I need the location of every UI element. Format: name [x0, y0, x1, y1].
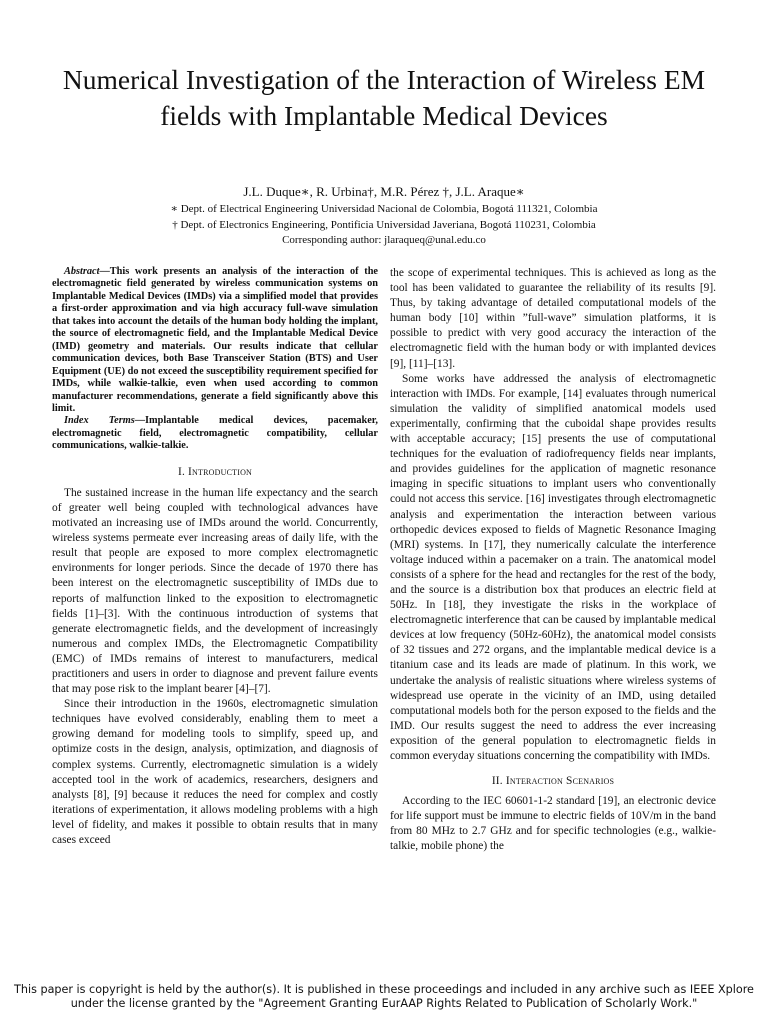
- copyright-notice-line-2: under the license granted by the "Agreement Granting EurAAP Rights Related to Publication of Scholarly Work.": [70, 997, 698, 1010]
- paragraph: Some works have addressed the analysis of electromagnetic interaction with IMDs. For example, [14] evaluates through numerical simulation the validity of simplified anatomical models used experimentally, confirming that the cuboidal shape provides results with acceptable accuracy; [15] presents the use of computational techniques for the evaluation of radiofrequency fields near implants, and provides guidelines for the application of magnetic resonance imaging in specific situations to implant users who conventionally could not access this service. [16] investigates through electromagnetic analysis and experimentation the interaction between various orthopedic devices exposed to fields of Magnetic Resonance Imaging (MRI) systems. In [17], they numerically calculate the interference voltage induced within a pacemaker on a train. The anatomical model consists of a sphere for the head and rectangles for the rest of the body, and the source is a distribution box that produces an electric field at 50Hz. In [18], they investigate the risks in the workplace of electromagnetic interference that can be caused by implantable medical devices at low frequency (50Hz-60Hz), the anatomical model consists of 32 tissues and 272 organs, and the implantable medical device is a titanium case and its leads are made of platinum. In this work, we undertake the analysis of realistic situations where wireless systems of widespread use operate in the vicinity of an IMD, using detailed computational models both for the person exposed to the fields and the IMD. Our results suggest the need to address the ever increasing exposition of the general population to electromagnetic fields in common everyday situations concerning the compatibility with IMDs.: [390, 372, 716, 762]
- paragraph: The sustained increase in the human life expectancy and the search of greater well being coupled with technological advances have motivated an increasing use of IMDs around the world. Concurrently, wireless systems permeate ever increasing areas of daily life, with the result that people are exposed to more complex electromagnetic environments for longer periods. Since the decade of 1970 there has been interest on the electromagnetic susceptibility of IMDs due to reports of malfunction linked to the exposition to electromagnetic fields [1]–[3]. With the continuous introduction of systems that generate electromagnetic fields, and the development of increasingly numerous and complex IMDs, the Electromagnetic Compatibility (EMC) of IMDs remains of interest to manufacturers, medical practitioners and users in order to diagnose and prevent failure events that may pose risk to the implant bearer [4]–[7].: [52, 486, 378, 696]
- affiliation-1: ∗ Dept. of Electrical Engineering Universidad Nacional de Colombia, Bogotá 111321, Colombia: [170, 203, 598, 215]
- copyright-notice: [0, 983, 768, 1011]
- abstract-lead: Abstract: [64, 266, 100, 277]
- affiliation-2: † Dept. of Electronics Engineering, Pontificia Universidad Javeriana, Bogotá 110231, Colombia: [172, 219, 596, 231]
- paragraph: According to the IEC 60601-1-2 standard [19], an electronic device for life support must be immune to electric fields of 10V/m in the band from 80 MHz to 2.7 GHz and for specific technologies (e.g., walkie-talkie, mobile phone) the: [390, 795, 716, 853]
- paper-title: Numerical Investigation of the Interaction of Wireless EM fields with Implantable Medical Devices: [62, 64, 706, 131]
- corresponding-author: Corresponding author: jlaraqueq@unal.edu.co: [282, 234, 486, 246]
- paragraph: Since their introduction in the 1960s, electromagnetic simulation techniques have evolved considerably, enabling them to meet a growing demand for modeling tools to simplify, speed up, and optimize costs in the design, analysis, optimization, and diagnosis of complex systems. Currently, electromagnetic simulation is a widely accepted tool in the work of academics, researchers, designers and analysts [8], [9] because it reduces the need for complex and costly iterations of experimentation, it allows modeling problems with a high level of fidelity, and makes it possible to obtain results that in many cases exceed: [52, 698, 378, 847]
- section-heading-interaction-scenarios: II. Interaction Scenarios: [491, 775, 615, 788]
- left-column: [52, 266, 378, 848]
- index-terms: [52, 415, 378, 452]
- paragraph: the scope of experimental techniques. This is achieved as long as the tool has been validated to guarantee the reliability of its results [9]. Thus, by taking advantage of detailed computational models of the human body [10] within ”full-wave” simulation platforms, it is possible to predict with very good accuracy the interaction of the electromagnetic field with the human body or with implanted devices [9], [11]–[13].: [390, 267, 716, 370]
- index-terms-lead: Index Terms: [64, 415, 135, 427]
- abstract-text: —This work presents an analysis of the interaction of the electromagnetic field generated by wireless communication systems on Implantable Medical Devices (IMDs) via a simplified model that provides a first-order approximation and via high accuracy full-wave simulation that takes into account the details of the human body holding the implant, the source of electromagnetic field, and the Implantable Medical Device (IMD) geometry and materials. Our results indicate that cellular communication devices, both Base Transceiver Station (BTS) and User Equipment (UE) do not exceed the susceptibility requirement specified for IMDs, while walkie-talkie, even when used according to common manufacturer recommendations, generate a field significantly above this limit.: [52, 266, 378, 414]
- section-heading-introduction: I. Introduction: [177, 465, 253, 478]
- index-terms-text: —Implantable medical devices, pacemaker, electromagnetic field, electromagnetic compatibility, cellular communications, walkie-talkie.: [52, 415, 378, 452]
- author-list: J.L. Duque∗, R. Urbina†, M.R. Pérez †, J.L. Araque∗: [243, 184, 525, 199]
- copyright-notice-line-1: This paper is copyright is held by the author(s). It is published in these proceedings and included in any archive such as IEEE Xplore: [14, 983, 754, 996]
- right-column: [390, 266, 716, 855]
- abstract: [52, 266, 378, 415]
